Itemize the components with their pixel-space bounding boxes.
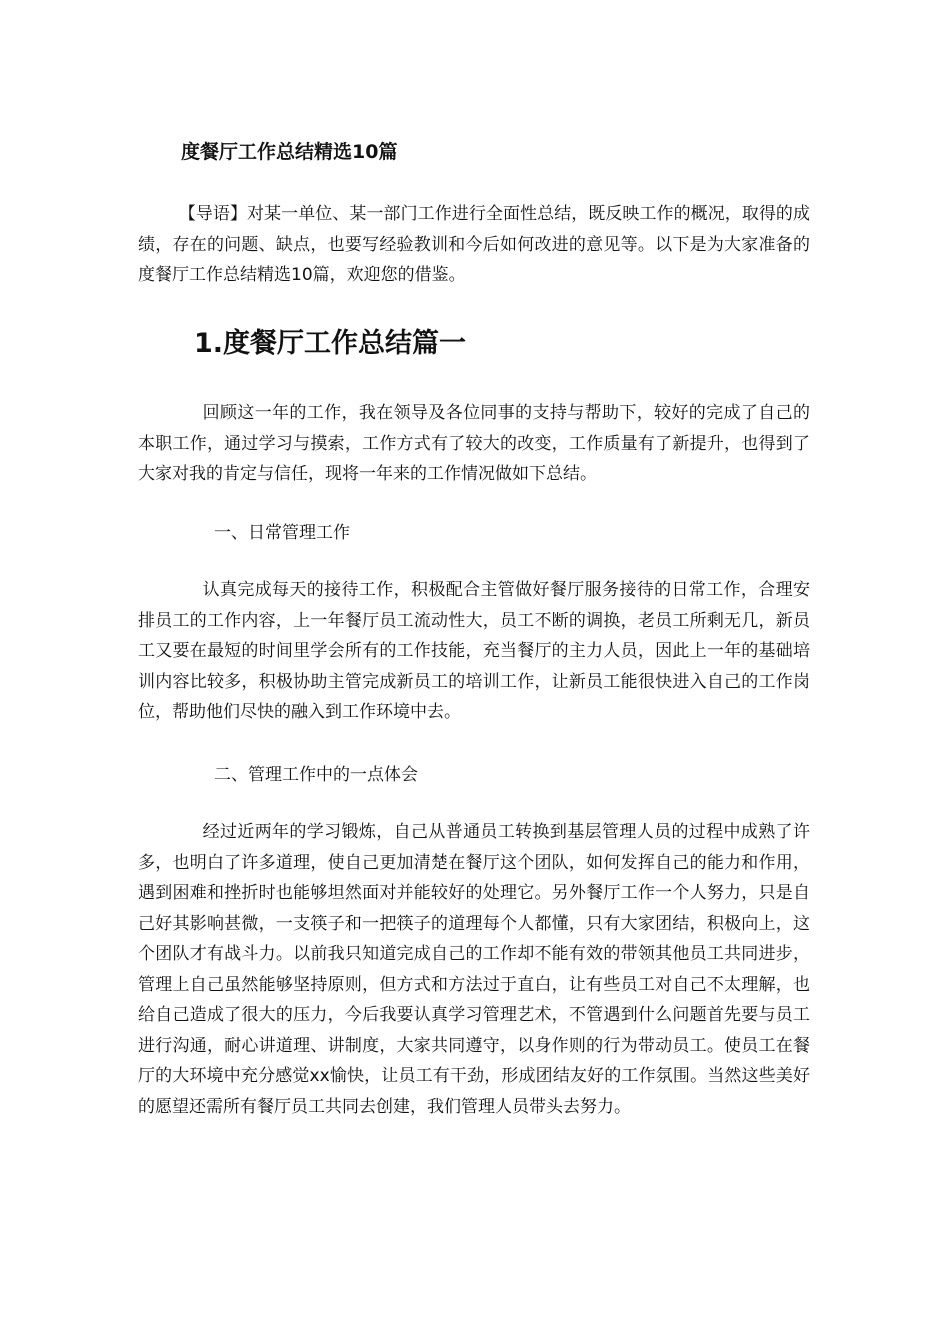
- section-heading: 1.度餐厅工作总结篇一: [194, 328, 467, 359]
- document-title: 度餐厅工作总结精选10篇: [181, 141, 398, 163]
- paragraph-management-experience: 经过近两年的学习锻炼，自己从普通员工转换到基层管理人员的过程中成熟了许多，也明白了许多道理，使自己更加清楚在餐厅这个团队，如何发挥自己的能力和作用，遇到困难和挫折时也能够坦然面对并能较好的处理它。另外餐厅工作一个人努力，只是自己好其影响甚微，一支筷子和一把筷子的道理每个人都懂，只有大家团结，积极向上，这个团队才有战斗力。以前我只知道完成自己的工作却不能有效的带领其他员工共同进步，管理上自己虽然能够坚持原则，但方式和方法过于直白，让有些员工对自己不太理解，也给自己造成了很大的压力，今后我要认真学习管理艺术，不管遇到什么问题首先要与员工进行沟通，耐心讲道理、讲制度，大家共同遵守，以身作则的行为带动员工。使员工在餐厅的大环境中充分感觉xx愉快，让员工有干劲，形成团结友好的工作氛围。当然这些美好的愿望还需所有餐厅员工共同去创建，我们管理人员带头去努力。: [138, 822, 810, 1117]
- subheading-management-experience: 二、管理工作中的一点体会: [214, 765, 418, 785]
- paragraph-review: 回顾这一年的工作，我在领导及各位同事的支持与帮助下，较好的完成了自己的本职工作，通过学习与摸索，工作方式有了较大的改变，工作质量有了新提升，也得到了大家对我的肯定与信任，现将一年来的工作情况做如下总结。: [138, 403, 810, 484]
- subheading-daily-management: 一、日常管理工作: [214, 523, 350, 543]
- intro-paragraph: 【导语】对某一单位、某一部门工作进行全面性总结，既反映工作的概况，取得的成绩，存在的问题、缺点，也要写经验教训和今后如何改进的意见等。以下是为大家准备的度餐厅工作总结精选10篇，欢迎您的借鉴。: [138, 204, 810, 285]
- paragraph-daily-management: 认真完成每天的接待工作，积极配合主管做好餐厅服务接待的日常工作，合理安排员工的工作内容，上一年餐厅员工流动性大，员工不断的调换，老员工所剩无几，新员工又要在最短的时间里学会所有的工作技能，充当餐厅的主力人员，因此上一年的基础培训内容比较多，积极协助主管完成新员工的培训工作，让新员工能很快进入自己的工作岗位，帮助他们尽快的融入到工作环境中去。: [138, 580, 810, 722]
